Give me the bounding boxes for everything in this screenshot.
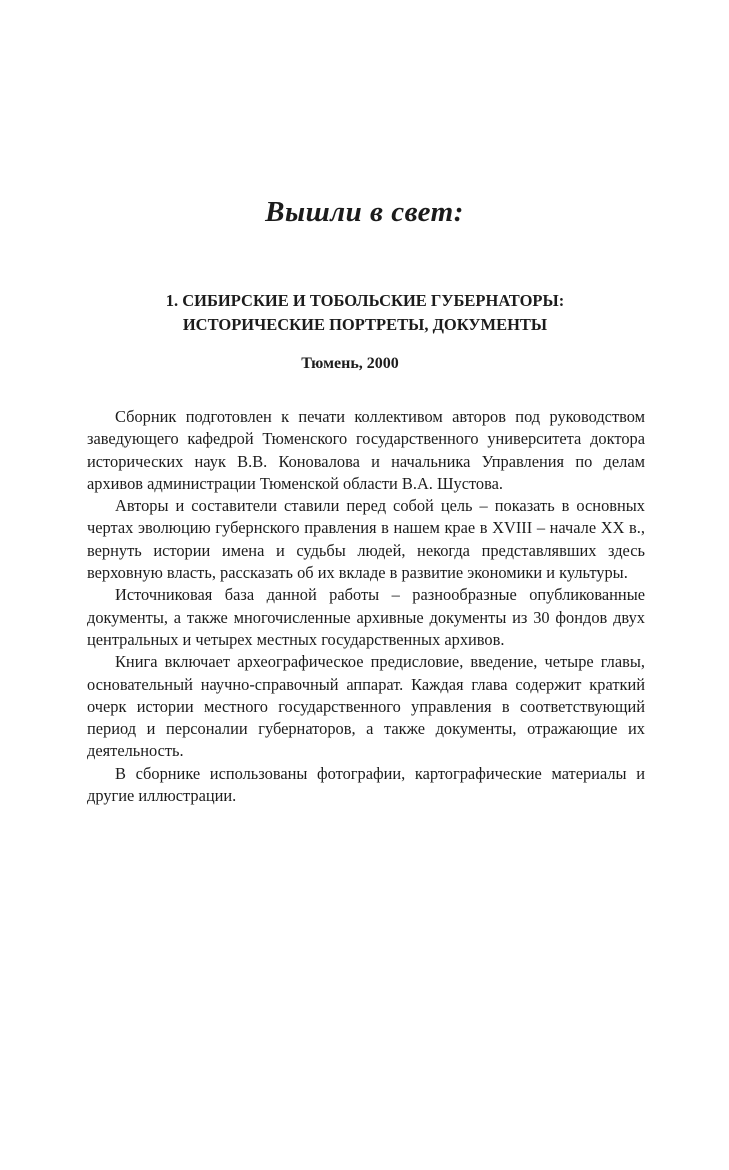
paragraph-3: Источниковая база данной работы – разнообразные опубликованные документы, а также многочисленные архивные документы из 30 фондов двух центральных и четырех местных государственных архивов. (87, 585, 645, 649)
paragraph-1: Сборник подготовлен к печати коллективом авторов под руководством заведующего кафедрой Тюменского государственного университета доктора исторических наук В.В. Коновалова и начальника Управления по делам архивов администрации Тюменской области В.А. Шустова. (87, 407, 645, 493)
book-title-line-1: 1. СИБИРСКИЕ И ТОБОЛЬСКИЕ ГУБЕРНАТОРЫ: (165, 291, 565, 310)
book-title (80, 289, 650, 337)
publication-info: Тюмень, 2000 (301, 355, 399, 372)
book-title-line-2: ИСТОРИЧЕСКИЕ ПОРТРЕТЫ, ДОКУМЕНТЫ (182, 315, 548, 334)
paragraph-4: Книга включает археографическое предисловие, введение, четыре главы, основательный научно-справочный аппарат. Каждая глава содержит краткий очерк истории местного государственного управления в соответствующий период и персоналии губернаторов, а также документы, отражающие их деятельность. (87, 652, 645, 761)
page-heading: Вышли в свет: (265, 196, 464, 228)
paragraph-5: В сборнике использованы фотографии, картографические материалы и другие иллюстрации. (87, 763, 645, 806)
paragraph-2: Авторы и составители ставили перед собой цель – показать в основных чертах эволюцию губернского правления в нашем крае в XVIII – начале XX в., вернуть истории имена и судьбы людей, некогда представлявших здесь верховную власть, рассказать об их вкладе в развитие экономики и культуры. (87, 496, 645, 583)
book-description (87, 406, 645, 807)
